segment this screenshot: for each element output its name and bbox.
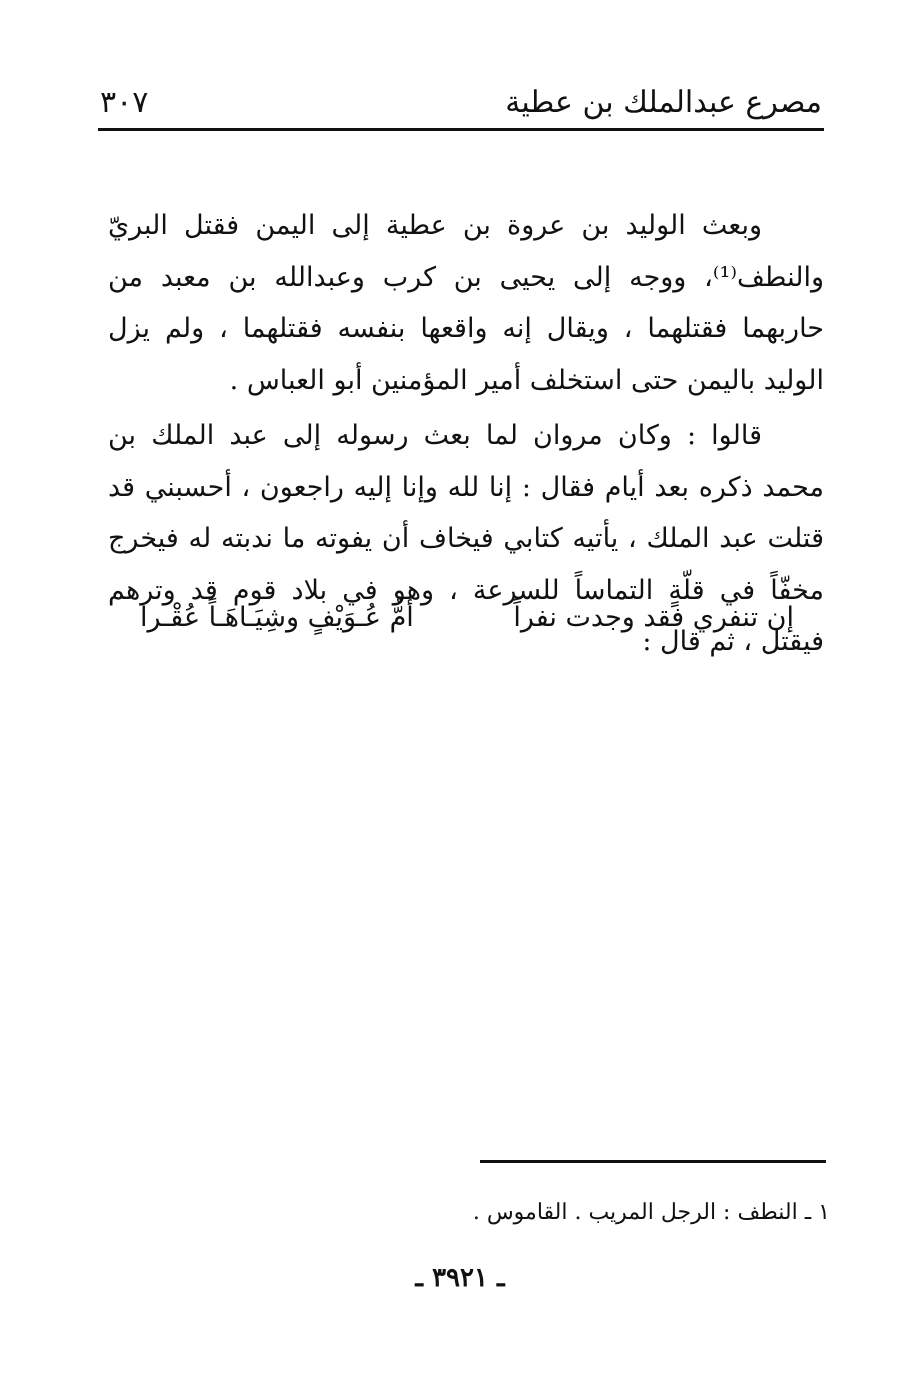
paragraph: وبعث الوليد بن عروة بن عطية إلى اليمن فقتل البريّ والنطف⁽¹⁾، ووجه إلى يحيى بن كرب وعبدالله بن معبد من حاربهما فقتلهما ، ويقال إنه واقعها بنفسه فقتلهما ، ولم يزل الوليد باليمن حتى استخلف أمير المؤمنين أبو العباس . [108,210,824,396]
footer-page-number: ـ ٣٩٢١ ـ [415,1263,505,1293]
running-header [100,78,822,126]
footnote-rule [480,1160,826,1163]
poetry-verse [140,592,794,644]
footnote: ١ ـ النطف : الرجل المريب . القاموس . [472,1200,830,1225]
paragraph: قالوا : وكان مروان لما بعث رسوله إلى عبد الملك بن محمد ذكره بعد أيام فقال : إنا لله وإنا إليه راجعون ، أحسبني قد قتلت عبد الملك ، يأتيه كتابي فيخاف أن يفوته ما ندبته له فيخرج مخفّاً في قلّةٍ التماساً للسرعة ، وهو في بلاد قوم قد وترهم فيقتل ، ثم قال : [108,420,824,657]
verse-second-hemistich: أمُّ عُـوَيْفٍ وشِيَـاهَـاً عُقْـرا [140,602,414,633]
header-rule [98,128,824,131]
running-header-title: مصرع عبدالملك بن عطية [505,85,822,120]
verse-first-hemistich: إن تنفري فقد وجدت نفراً [513,602,794,633]
running-header-page-number: ٣٠٧ [100,85,149,120]
